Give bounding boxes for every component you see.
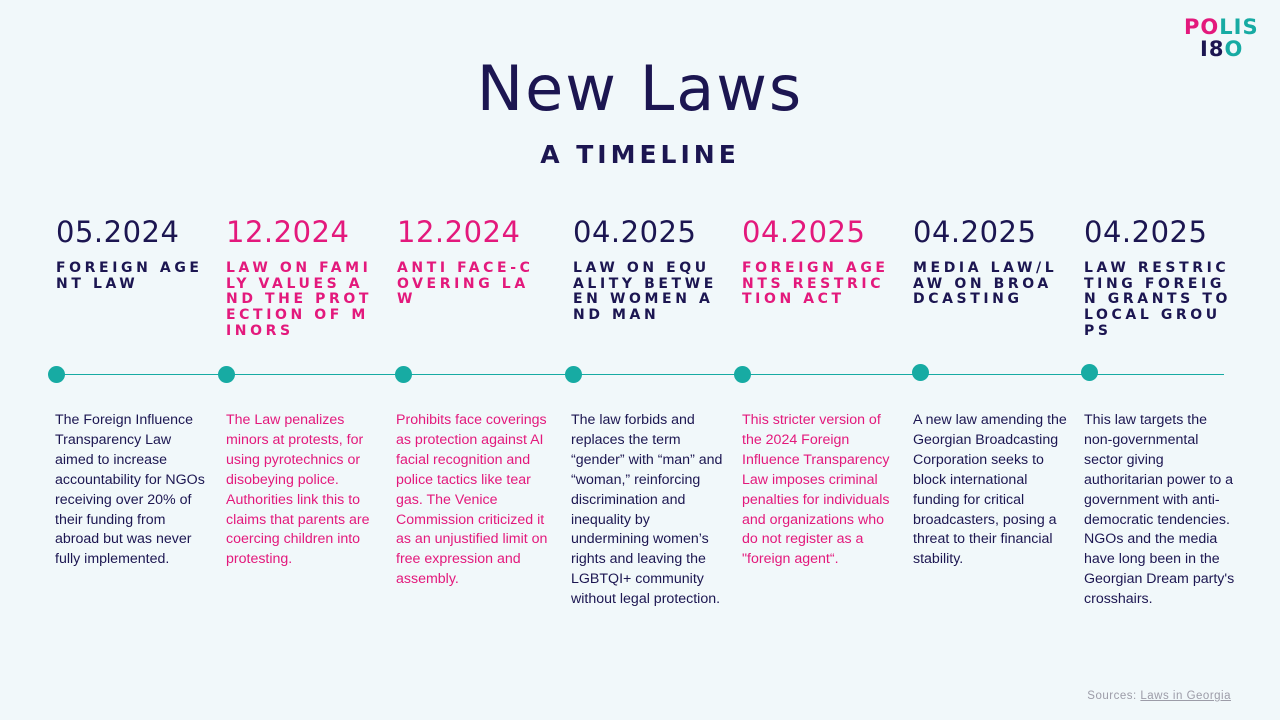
sources-link[interactable]: Laws in Georgia [1140,690,1231,702]
event-description: The Law penalizes minors at protests, for using pyrotechnics or disobeying police. Authorities link this to claims that parents are coercing children into protesting. [226,412,370,568]
event-description: The law forbids and replaces the term “gender” with “man” and “woman,” reinforcing discrimination and inequality by undermining women’s rights and leaving the LGBTQI+ community without legal protection. [571,412,723,608]
event-date: 04.2025 [742,215,866,249]
event-description: This stricter version of the 2024 Foreign Influence Transparency Law imposes criminal penalties for individuals and organizations who do not register as a "foreign agent“. [742,412,890,568]
event-date: 12.2024 [226,215,350,249]
event-date: 04.2025 [1084,215,1208,249]
timeline-dot [395,366,412,383]
timeline-event [56,214,212,292]
sources-note [1087,690,1231,702]
logo-text-po: PO [1184,15,1220,39]
page-subtitle: A TIMELINE [540,140,740,169]
event-description: The Foreign Influence Transparency Law aimed to increase accountability for NGOs receiving over 20% of their funding from abroad but was never fully implemented. [55,412,205,568]
event-law-name: FOREIGN AGENT LAW [56,260,203,292]
timeline-event [397,214,553,308]
page-title: New Laws [476,52,804,125]
logo-text-lis: LIS [1219,15,1259,39]
sources-label: Sources: [1087,690,1137,702]
timeline-dot [565,366,582,383]
event-law-name: LAW RESTRICTING FOREIGN GRANTS TO LOCAL GROUPS [1084,260,1231,339]
logo-text-0: O [1224,37,1244,61]
event-date: 05.2024 [56,215,180,249]
timeline-event [226,214,382,340]
timeline-event [1084,214,1240,340]
timeline-dot [734,366,751,383]
timeline-dot [912,364,929,381]
timeline-dot [218,366,235,383]
event-law-name: FOREIGN AGENTS RESTRICTION ACT [742,260,889,308]
event-description: This law targets the non-governmental sector giving authoritarian power to a government with anti-democratic tendencies. NGOs and the media have long been in the Georgian Dream party's crosshairs. [1084,412,1235,608]
event-date: 12.2024 [397,215,521,249]
event-date: 04.2025 [913,215,1037,249]
logo-text-18: I8 [1200,37,1225,61]
logo-line-1 [1184,16,1259,38]
event-date: 04.2025 [573,215,697,249]
timeline-dot [1081,364,1098,381]
event-law-name: LAW ON FAMILY VALUES AND THE PROTECTION OF MINORS [226,260,373,339]
event-law-name: ANTI FACE-COVERING LAW [397,260,534,308]
event-description: A new law amending the Georgian Broadcasting Corporation seeks to block international funding for critical broadcasters, posing a threat to their financial stability. [913,412,1067,568]
timeline-event [913,214,1069,308]
event-law-name: LAW ON EQUALITY BETWEEN WOMEN AND MAN [573,260,717,324]
event-law-name: MEDIA LAW/LAW ON BROADCASTING [913,260,1058,308]
timeline-event [742,214,898,308]
timeline-dot [48,366,65,383]
event-description: Prohibits face coverings as protection against AI facial recognition and police tactics like tear gas. The Venice Commission criticized it as an unjustified limit on free expression and assembly. [396,412,548,588]
timeline-event [573,214,729,324]
